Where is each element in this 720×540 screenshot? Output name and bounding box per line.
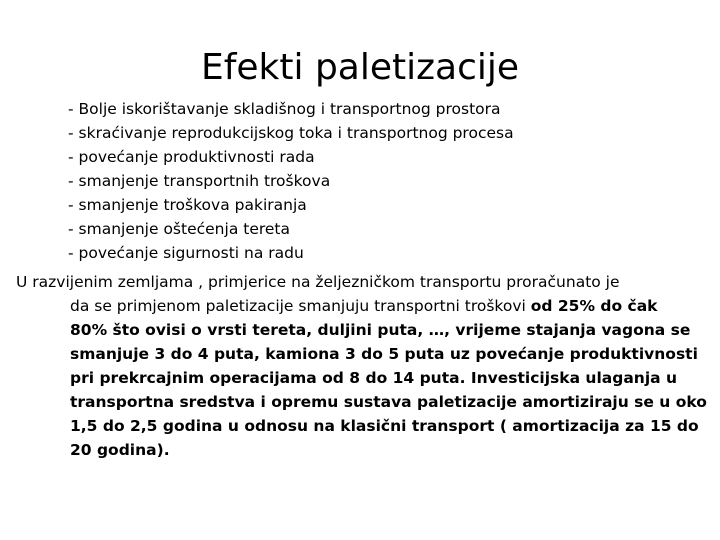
benefits-list	[68, 97, 708, 265]
paragraph-bold-text: od 25% do čak	[530, 297, 658, 315]
paragraph-line	[16, 294, 706, 318]
paragraph-line: U razvijenim zemljama , primjerice na željezničkom transportu proračunato je	[16, 273, 620, 291]
paragraph-line: 1,5 do 2,5 godina u odnosu na klasični transport ( amortizacija za 15 do	[70, 417, 699, 435]
slide-title: Efekti paletizacije	[200, 47, 520, 88]
list-item: - povećanje sigurnosti na radu	[68, 244, 304, 262]
list-item: - povećanje produktivnosti rada	[68, 148, 315, 166]
list-item: - smanjenje transportnih troškova	[68, 172, 331, 190]
paragraph-text: da se primjenom paletizacije smanjuju transportni troškovi	[70, 297, 531, 315]
list-item: - skraćivanje reprodukcijskog toka i transportnog procesa	[68, 124, 514, 142]
paragraph-line: transportna sredstva i opremu sustava paletizacije amortiziraju se u oko	[70, 393, 707, 411]
summary-paragraph	[16, 270, 706, 462]
paragraph-line: 80% što ovisi o vrsti tereta, duljini puta, …, vrijeme stajanja vagona se	[70, 321, 691, 339]
list-item: - Bolje iskorištavanje skladišnog i transportnog prostora	[68, 100, 501, 118]
paragraph-line: pri prekrcajnim operacijama od 8 do 14 puta. Investicijska ulaganja u	[70, 369, 678, 387]
list-item: - smanjenje troškova pakiranja	[68, 196, 307, 214]
paragraph-line: smanjuje 3 do 4 puta, kamiona 3 do 5 puta uz povećanje produktivnosti	[70, 345, 698, 363]
list-item: - smanjenje oštećenja tereta	[68, 220, 290, 238]
paragraph-line: 20 godina).	[70, 441, 170, 459]
